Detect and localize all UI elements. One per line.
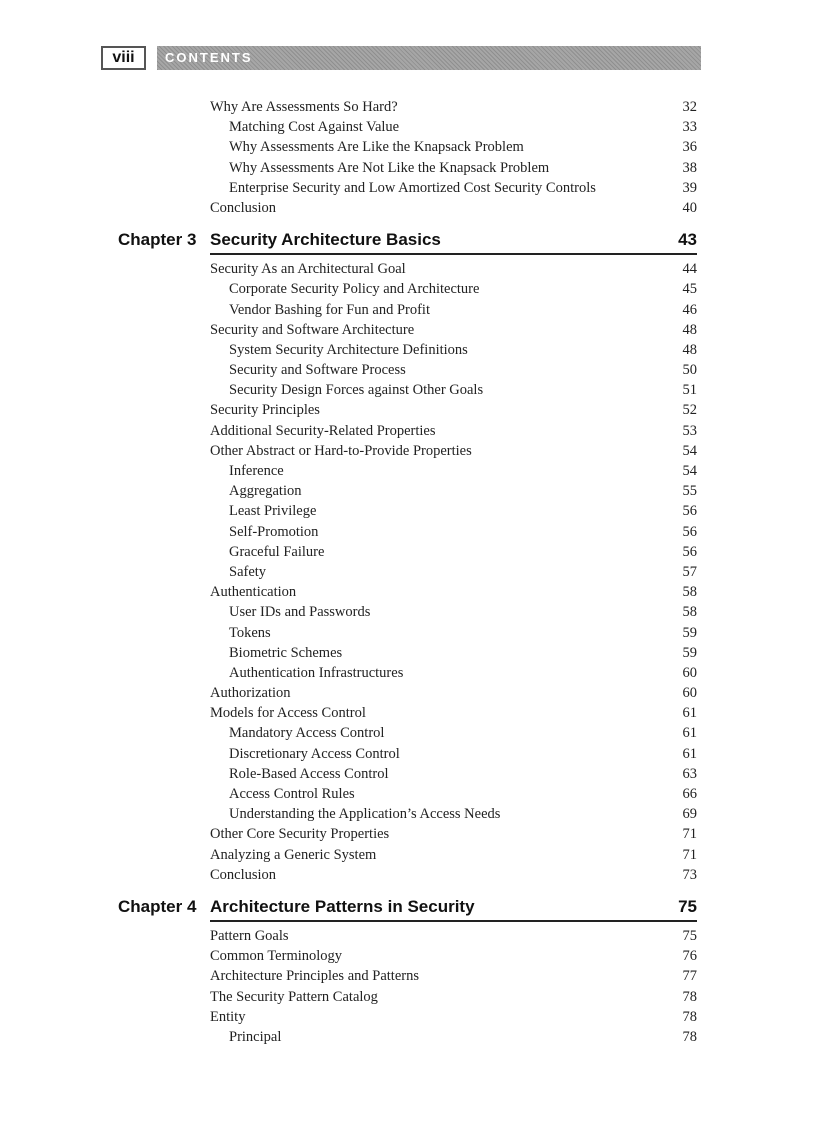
- entry-title: Why Are Assessments So Hard?: [210, 99, 398, 115]
- entry-title: User IDs and Passwords: [229, 604, 371, 621]
- entry-page: 60: [682, 664, 697, 681]
- entry-title: Security Design Forces against Other Goals: [229, 382, 484, 399]
- entry-page: 38: [682, 159, 697, 176]
- toc-entry: [0, 178, 816, 198]
- entry-title: Biometric Schemes: [229, 644, 343, 661]
- toc-entry: [0, 744, 816, 764]
- entry-page: 56: [682, 503, 697, 520]
- toc-entry: [0, 380, 816, 400]
- toc-entry: [0, 400, 816, 420]
- entry-page: 60: [682, 685, 697, 702]
- chapter-4-entries: [0, 926, 816, 1047]
- page-header: [101, 44, 701, 72]
- toc-entry: [0, 946, 816, 966]
- section-title: CONTENTS: [157, 46, 701, 70]
- entry-title: Graceful Failure: [229, 543, 325, 560]
- toc-entry: [0, 158, 816, 178]
- entry-title: Security As an Architectural Goal: [210, 261, 406, 278]
- entry-title: Pattern Goals: [210, 927, 289, 944]
- entry-title: Models for Access Control: [210, 705, 366, 722]
- entry-page: 53: [682, 422, 697, 439]
- entry-page: 56: [682, 543, 697, 560]
- toc-entry: [0, 987, 816, 1007]
- entry-title: Entity: [210, 1008, 246, 1025]
- entry-page: 56: [682, 523, 697, 540]
- toc-entry: [0, 926, 816, 946]
- toc-entry: [0, 804, 816, 824]
- entry-page: 32: [682, 99, 697, 115]
- entry-page: 78: [682, 988, 697, 1005]
- chapter-3-entries: [0, 259, 816, 885]
- entry-page: 48: [682, 321, 697, 338]
- entry-title: Access Control Rules: [229, 786, 355, 802]
- entry-title: The Security Pattern Catalog: [210, 988, 378, 1005]
- entry-page: 63: [682, 765, 697, 782]
- chapter-page: 43: [678, 230, 697, 250]
- toc-entry: [0, 481, 816, 501]
- entry-title: Why Assessments Are Not Like the Knapsack Problem: [229, 159, 550, 176]
- table-of-contents: [0, 97, 816, 1047]
- entry-page: 61: [682, 705, 697, 722]
- entry-page: 66: [682, 786, 697, 802]
- entry-page: 59: [682, 644, 697, 661]
- chapter-page: 75: [678, 896, 697, 916]
- entry-title: Common Terminology: [210, 948, 343, 965]
- toc-entry: [0, 623, 816, 643]
- toc-entry: [0, 966, 816, 986]
- entry-page: 36: [682, 139, 697, 156]
- entry-page: 48: [682, 341, 697, 358]
- entry-page: 69: [682, 806, 697, 823]
- entry-title: Security Principles: [210, 402, 320, 419]
- entry-title: Other Core Security Properties: [210, 826, 390, 843]
- chapter-label: Chapter 3: [118, 230, 197, 250]
- toc-entry: [0, 602, 816, 622]
- toc-entry: [0, 117, 816, 137]
- toc-entry: [0, 663, 816, 683]
- entry-page: 57: [682, 563, 697, 580]
- toc-entry: [0, 360, 816, 380]
- toc-entry: [0, 522, 816, 542]
- chapter-title: Security Architecture Basics: [210, 230, 441, 250]
- toc-entry: [0, 683, 816, 703]
- entry-page: 71: [682, 826, 697, 843]
- entry-page: 54: [682, 442, 697, 459]
- entry-title: Principal: [229, 1028, 282, 1045]
- entry-page: 77: [682, 968, 697, 985]
- entry-page: 61: [682, 745, 697, 762]
- toc-entry: [0, 501, 816, 521]
- entry-title: Authorization: [210, 685, 291, 702]
- toc-entry: [0, 340, 816, 360]
- toc-entry: [0, 421, 816, 441]
- entry-page: 75: [682, 927, 697, 944]
- toc-entry: [0, 1007, 816, 1027]
- entry-title: Other Abstract or Hard-to-Provide Properties: [210, 442, 472, 459]
- toc-entry: [0, 441, 816, 461]
- entry-page: 78: [682, 1028, 697, 1045]
- toc-entry: [0, 824, 816, 844]
- entry-page: 76: [682, 948, 697, 965]
- entry-page: 59: [682, 624, 697, 641]
- entry-title: Analyzing a Generic System: [210, 846, 377, 863]
- entry-title: Discretionary Access Control: [229, 745, 400, 762]
- entry-page: 73: [682, 866, 697, 883]
- toc-entry: [0, 1027, 816, 1047]
- entry-page: 51: [682, 382, 697, 399]
- intro-entries: [0, 97, 816, 218]
- entry-page: 54: [682, 463, 697, 479]
- entry-page: 50: [682, 362, 697, 379]
- entry-title: Mandatory Access Control: [229, 725, 385, 742]
- entry-title: Corporate Security Policy and Architecture: [229, 281, 480, 298]
- toc-entry: [0, 279, 816, 299]
- entry-title: Matching Cost Against Value: [229, 119, 400, 136]
- entry-page: 40: [682, 199, 697, 216]
- chapter-label: Chapter 4: [118, 896, 197, 916]
- entry-title: System Security Architecture Definitions: [229, 341, 468, 358]
- entry-page: 52: [682, 402, 697, 419]
- entry-title: Architecture Principles and Patterns: [210, 968, 419, 985]
- toc-entry: [0, 137, 816, 157]
- toc-entry: [0, 320, 816, 340]
- entry-title: Safety: [229, 563, 267, 580]
- entry-title: Why Assessments Are Like the Knapsack Problem: [229, 139, 524, 156]
- entry-page: 45: [682, 281, 697, 298]
- entry-page: 46: [682, 301, 697, 318]
- toc-entry: [0, 562, 816, 582]
- entry-page: 33: [682, 119, 697, 136]
- entry-title: Vendor Bashing for Fun and Profit: [229, 301, 430, 318]
- entry-page: 61: [682, 725, 697, 742]
- entry-title: Role-Based Access Control: [229, 765, 389, 782]
- entry-title: Understanding the Application’s Access Needs: [229, 806, 501, 823]
- entry-title: Aggregation: [229, 483, 302, 500]
- toc-entry: [0, 865, 816, 885]
- toc-entry: [0, 582, 816, 602]
- chapter-4-heading: [0, 893, 816, 926]
- toc-entry: [0, 198, 816, 218]
- chapter-3-heading: [0, 226, 816, 259]
- toc-entry: [0, 764, 816, 784]
- entry-page: 71: [682, 846, 697, 863]
- toc-entry: [0, 845, 816, 865]
- entry-title: Conclusion: [210, 199, 277, 216]
- entry-page: 58: [682, 604, 697, 621]
- entry-page: 44: [682, 261, 697, 278]
- toc-entry: [0, 643, 816, 663]
- entry-title: Self-Promotion: [229, 523, 319, 540]
- toc-entry: [0, 461, 816, 481]
- toc-entry: [0, 97, 816, 117]
- entry-title: Conclusion: [210, 866, 277, 883]
- page-number: viii: [101, 46, 146, 70]
- entry-title: Tokens: [229, 624, 271, 641]
- entry-page: 78: [682, 1008, 697, 1025]
- entry-page: 58: [682, 584, 697, 601]
- chapter-title: Architecture Patterns in Security: [210, 896, 475, 916]
- entry-title: Security and Software Architecture: [210, 321, 415, 338]
- chapter-rule: [210, 920, 697, 922]
- toc-entry: [0, 723, 816, 743]
- entry-page: 55: [682, 483, 697, 500]
- toc-entry: [0, 259, 816, 279]
- chapter-rule: [210, 253, 697, 255]
- toc-entry: [0, 300, 816, 320]
- entry-title: Least Privilege: [229, 503, 317, 520]
- entry-title: Enterprise Security and Low Amortized Cost Security Controls: [229, 179, 596, 196]
- entry-title: Authentication Infrastructures: [229, 664, 404, 681]
- entry-title: Security and Software Process: [229, 362, 406, 379]
- entry-title: Additional Security-Related Properties: [210, 422, 436, 439]
- toc-entry: [0, 703, 816, 723]
- entry-title: Authentication: [210, 584, 297, 601]
- toc-entry: [0, 542, 816, 562]
- toc-entry: [0, 784, 816, 804]
- entry-title: Inference: [229, 463, 284, 479]
- entry-page: 39: [682, 179, 697, 196]
